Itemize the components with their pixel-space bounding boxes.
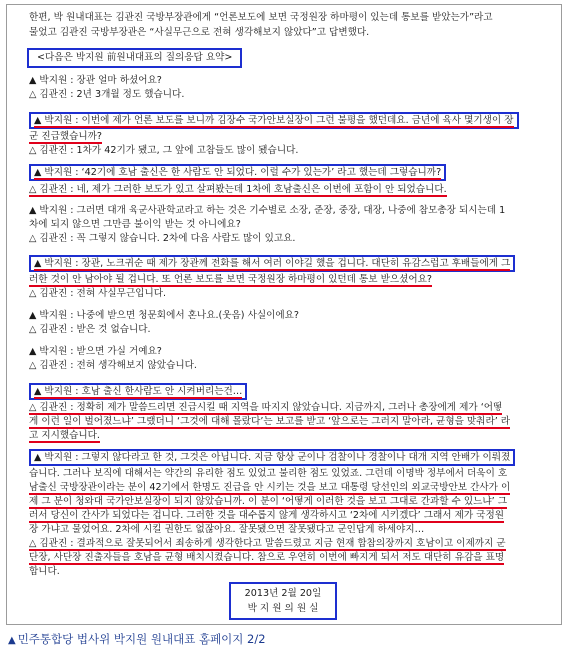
question-line — [29, 164, 545, 181]
summary-heading-box — [27, 48, 242, 68]
signature-box — [229, 582, 337, 620]
answer-line: 단장, 사단장 진출자들을 호남을 균형 배치시켰습니다. 참으로 우연히 이번에 빠지게 되서 저도 대단히 유감을 표명 — [29, 552, 505, 563]
question-line: ▲ 박지원 : 나중에 받으면 청문회에서 혼나요.(웃음) 사실이에요? — [29, 310, 300, 321]
qa-block — [29, 204, 545, 246]
question-line: 남출신 국방장관이라는 분이 42기에서 한명도 진급을 안 시키는 것을 보고 대통령 당선인의 외교국방안보 간사가 이 — [29, 482, 511, 493]
answer-line: △ 김관진 : 전혀 생각해보지 않았습니다. — [29, 360, 197, 371]
qa-block — [29, 74, 545, 102]
question-line: 차에 되지 않으면 그만큼 불이익 받는 것 아니에요? — [29, 219, 241, 230]
qa-block — [29, 255, 545, 301]
answer-line: 합니다. — [29, 566, 60, 577]
intro-line: 한편, 박 원내대표는 김관진 국방부장관에게 “언론보도에 보면 국정원장 하마평이 있는데 통보를 받았는가”라고 — [29, 12, 493, 23]
answer-line: △ 김관진 : 네, 제가 그러한 보도가 있고 살펴봤는데 1차에 호남출신은 이번에 포함이 안 되었습니다. — [29, 184, 447, 195]
triangle-bullet-icon: ▲ — [8, 635, 16, 646]
signature-office: 박 지 원 의 원 실 — [247, 603, 319, 614]
qa-block — [29, 449, 545, 579]
question-line: 러한 것이 안 남아야 될 겁니다. 또 언론 보도를 보면 국정원장 하마평이 있던데 통보 받으셨어요? — [29, 274, 433, 285]
qa-block — [29, 164, 545, 197]
summary-heading: <다음은 박지원 前원내대표의 질의응답 요약> — [37, 52, 233, 63]
question-line: 제 그 분이 청와대 국가안보실장이 되지 않았습니까. 이 분이 ‘어떻게 이러한 것을 보고 그대로 간과할 수 있느냐’ 그 — [29, 496, 508, 507]
question-line: 습니다. 그러나 보직에 대해서는 약간의 유리한 점도 있었고 불리한 점도 있었죠. 그런데 이명박 정부에서 더욱이 호 — [29, 468, 508, 479]
answer-line: 고 지시했습니다. — [29, 430, 100, 441]
image-caption — [8, 631, 266, 647]
question-line: ▲ 박지원 : 그러면 대개 육군사관학교라고 하는 것은 기수별로 소장, 준장, 중장, 대장, 나중에 참모총장 되시는데 1 — [29, 205, 506, 216]
answer-line: △ 김관진 : 정확히 제가 말씀드리면 진급시킬 때 지역을 따지지 않았습니다. 지금까지, 그러나 총장에게 제가 ‘어떻 — [29, 402, 503, 413]
answer-line: △ 김관진 : 결과적으로 잘못되어서 죄송하게 생각한다고 말씀드렸고 지금 현재 합참의장까지 호남이고 이제까지 군 — [29, 538, 506, 549]
speaker-highlight-box: ▲ 박지원 : 호남 출신 한사람도 안 시켜버리는건… — [29, 383, 247, 400]
qa-block — [29, 383, 545, 443]
answer-line: △ 김관진 : 전혀 사실무근입니다. — [29, 288, 167, 299]
question-line: ▲ 박지원 : 받으면 가실 거예요? — [29, 346, 162, 357]
question-line — [29, 449, 545, 466]
answer-line: △ 김관진 : 1차가 42기가 됐고, 그 앞에 고참들도 많이 됐습니다. — [29, 145, 299, 156]
question-line — [29, 255, 545, 272]
answer-line: △ 김관진 : 받은 것 없습니다. — [29, 324, 151, 335]
intro-paragraph — [29, 10, 545, 40]
caption-text: 민주통합당 법사위 박지원 원내대표 홈페이지 2/2 — [17, 632, 266, 646]
speaker-highlight-box: ▲ 박지원 : ‘42기에 호남 출신은 한 사람도 안 되었다. 이럴 수가 있는가’ 라고 했는데 그렇습니까? — [29, 164, 446, 181]
question-line — [29, 383, 545, 400]
qa-block — [29, 309, 545, 337]
question-line: 러서 당신이 간사가 되었다는 겁니다. 그러한 것을 대수롭지 않게 생각하시고 ‘2차에 시키겠다’ 그래서 제가 국정원 — [29, 510, 504, 521]
question-line — [29, 112, 545, 129]
answer-line: 게 이런 일이 벌어졌느냐’ 그랬더니 ‘그것에 대해 몰랐다’는 보고를 받고 ‘앞으로는 그러지 말아라, 균형을 맞춰라’ 라 — [29, 416, 511, 427]
document-image — [6, 4, 562, 625]
signature-date: 2013년 2월 20일 — [244, 588, 322, 599]
answer-line: △ 김관진 : 2년 3개월 정도 했습니다. — [29, 89, 185, 100]
question-line: 군 진급했습니까? — [29, 131, 103, 142]
speaker-highlight-box: ▲ 박지원 : 그렇지 않다라고 한 것, 그것은 아닙니다. 지금 항상 군이나 검찰이나 경찰이나 대개 지역 안배가 이뤄졌 — [29, 449, 515, 466]
question-line: ▲ 박지원 : 장관 얼마 하셨어요? — [29, 75, 162, 86]
qa-block — [29, 112, 545, 158]
speaker-highlight-box: ▲ 박지원 : 장관, 노크귀순 때 제가 장관께 전화를 해서 여러 이야길 했을 겁니다. 대단히 유감스럽고 후배들에게 그 — [29, 255, 515, 272]
question-line: 장 가냐고 물었어요. 2차에 시킬 권한도 없잖아요. 잘못됐으면 잘못됐다고 군인답게 하세야지… — [29, 524, 425, 535]
answer-line: △ 김관진 : 꼭 그렇지 않습니다. 2차에 다음 사람도 많이 있고요. — [29, 233, 296, 244]
qa-block — [29, 345, 545, 373]
intro-line: 물었고 김관진 국방부장관은 “사실무근으로 전혀 생각해보지 않았다”고 답변했다. — [29, 27, 370, 38]
speaker-highlight-box: ▲ 박지원 : 이번에 제가 언론 보도를 보니까 김장수 국가안보실장이 그런 불평을 했던데요. 금년에 육사 몇기생이 장 — [29, 112, 519, 129]
